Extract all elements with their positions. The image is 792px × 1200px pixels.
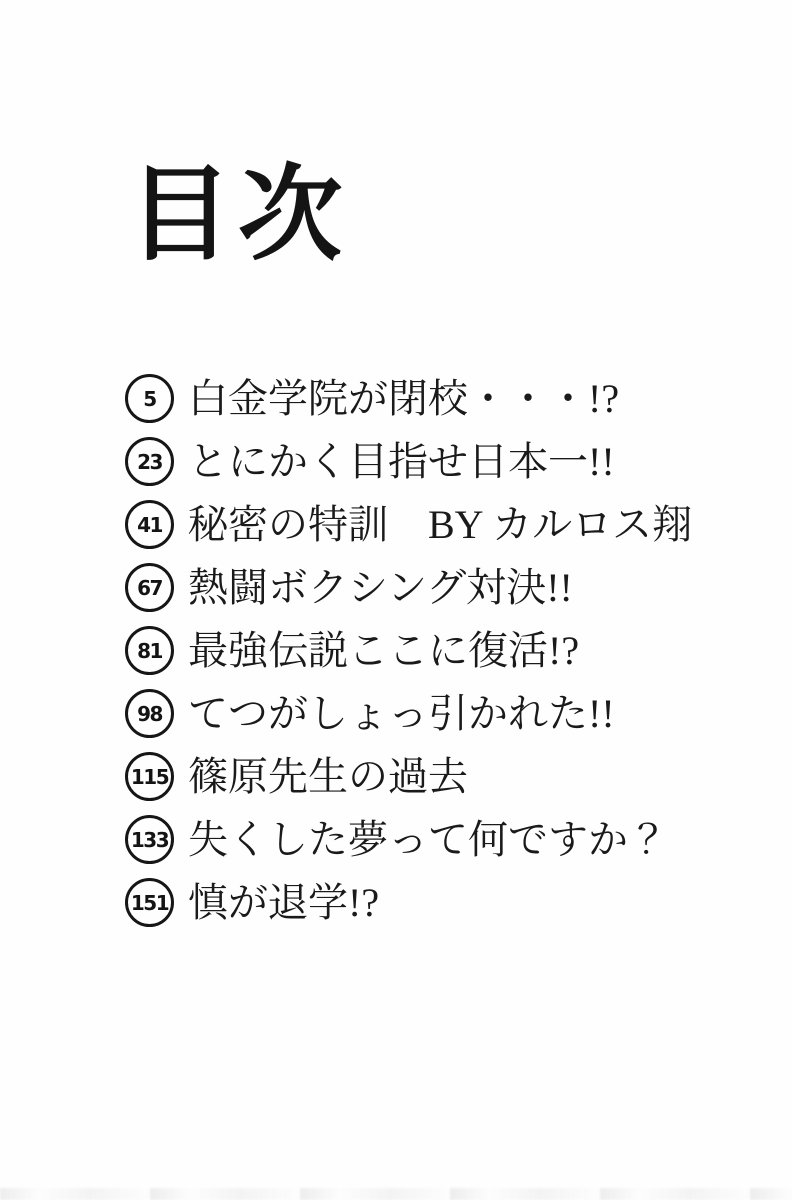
page-number-badge: 115 bbox=[125, 752, 174, 801]
chapter-title: 慎が退学!? bbox=[188, 879, 380, 925]
toc-entry bbox=[125, 430, 692, 493]
chapter-title: とにかく目指せ日本一!! bbox=[188, 438, 615, 484]
chapter-title: 秘密の特訓 BY カルロス翔 bbox=[188, 501, 693, 547]
page-number-badge: 5 bbox=[125, 374, 174, 423]
toc-entry bbox=[125, 745, 692, 808]
toc-entry bbox=[125, 682, 692, 745]
chapter-title: 最強伝説ここに復活!? bbox=[188, 627, 580, 673]
chapter-title: 熱闘ボクシング対決!! bbox=[188, 564, 573, 610]
toc-entry bbox=[125, 871, 692, 934]
toc-entry bbox=[125, 493, 692, 556]
toc-entry bbox=[125, 367, 692, 430]
scan-noise-artifact bbox=[0, 1188, 792, 1200]
toc-entry bbox=[125, 619, 692, 682]
chapter-title: 失くした夢って何ですか？ bbox=[188, 816, 668, 862]
chapter-title: てつがしょっ引かれた!! bbox=[188, 690, 615, 736]
toc-list bbox=[125, 367, 692, 934]
page-number-badge: 133 bbox=[125, 815, 174, 864]
toc-entry bbox=[125, 808, 692, 871]
page-number-badge: 151 bbox=[125, 878, 174, 927]
page-number-badge: 23 bbox=[125, 437, 174, 486]
page-title: 目次 bbox=[128, 158, 349, 273]
page-number-badge: 41 bbox=[125, 500, 174, 549]
chapter-title: 篠原先生の過去 bbox=[188, 753, 468, 799]
chapter-title: 白金学院が閉校・・・!? bbox=[188, 375, 620, 421]
toc-entry bbox=[125, 556, 692, 619]
page-number-badge: 98 bbox=[125, 689, 174, 738]
page-number-badge: 81 bbox=[125, 626, 174, 675]
page-number-badge: 67 bbox=[125, 563, 174, 612]
